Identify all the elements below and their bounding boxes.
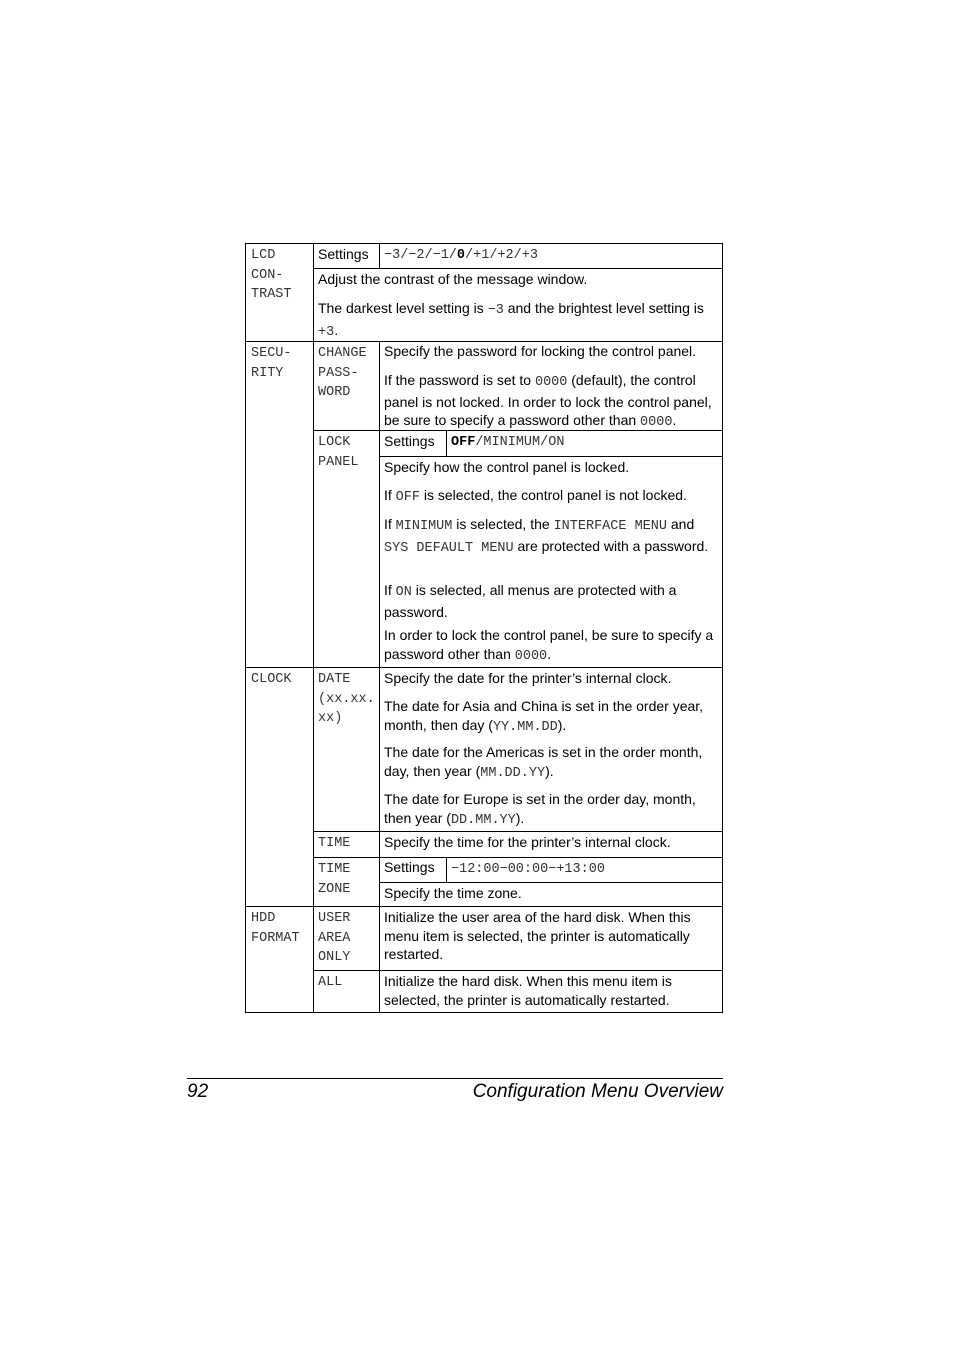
section-title: Configuration Menu Overview: [472, 1081, 723, 1102]
settings-label: Settings: [384, 433, 435, 449]
change-password-desc-1: Specify the password for locking the control panel.: [384, 343, 697, 359]
item-change-password: CHANGE PASS- WORD: [318, 346, 367, 400]
footer-rule: [187, 1078, 723, 1079]
menu-clock: CLOCK: [251, 672, 292, 687]
item-time: TIME: [318, 836, 351, 851]
lcd-desc-2: The darkest level setting is −3 and the brightest level setting is +3.: [318, 300, 704, 340]
item-user-area-only: USER AREA ONLY: [318, 911, 351, 965]
item-time-zone: TIME ZONE: [318, 862, 351, 897]
item-date: DATE (xx.xx. xx): [318, 672, 375, 726]
page-number: 92: [187, 1081, 209, 1102]
time-zone-settings-value: −12:00−00:00−+13:00: [451, 862, 605, 877]
settings-label: Settings: [384, 859, 435, 875]
date-desc-2: The date for Asia and China is set in the order year, month, then day (YY.MM.DD).: [384, 698, 704, 735]
date-desc-3: The date for the Americas is set in the order month, day, then year (MM.DD.YY).: [384, 744, 703, 781]
menu-security: SECU- RITY: [251, 346, 292, 381]
time-desc: Specify the time for the printer’s internal clock.: [384, 834, 671, 850]
lock-panel-desc-5: In order to lock the control panel, be sure to specify a password other than 0000.: [384, 627, 714, 664]
item-all: ALL: [318, 975, 343, 990]
lock-panel-desc-4: If ON is selected, all menus are protected with a password.: [384, 582, 677, 620]
lock-panel-settings-value: OFF/MINIMUM/ON: [451, 435, 565, 450]
settings-label: Settings: [318, 246, 369, 262]
lock-panel-desc-2: If OFF is selected, the control panel is not locked.: [384, 487, 687, 505]
lock-panel-desc-3: If MINIMUM is selected, the INTERFACE MENU and SYS DEFAULT MENU are protected with a password.: [384, 516, 709, 556]
lcd-settings-value: −3/−2/−1/0/+1/+2/+3: [384, 248, 538, 263]
time-zone-desc: Specify the time zone.: [384, 885, 522, 901]
date-desc-1: Specify the date for the printer’s internal clock.: [384, 670, 672, 686]
menu-lcd-contrast: LCD CON- TRAST: [251, 248, 292, 302]
all-desc: Initialize the hard disk. When this menu item is selected, the printer is automatically restarted.: [384, 973, 672, 1008]
lock-panel-desc-1: Specify how the control panel is locked.: [384, 459, 630, 475]
item-lock-panel: LOCK PANEL: [318, 435, 359, 470]
user-area-desc: Initialize the user area of the hard disk. When this menu item is selected, the printer is automatically restarted.: [384, 909, 691, 962]
change-password-desc-2: If the password is set to 0000 (default), the control panel is not locked. In order to lock the control panel, be sure to specify a password other than 0000.: [384, 372, 712, 430]
date-desc-4: The date for Europe is set in the order day, month, then year (DD.MM.YY).: [384, 791, 696, 828]
menu-hdd-format: HDD FORMAT: [251, 911, 300, 946]
lcd-desc-1: Adjust the contrast of the message window.: [318, 271, 588, 287]
